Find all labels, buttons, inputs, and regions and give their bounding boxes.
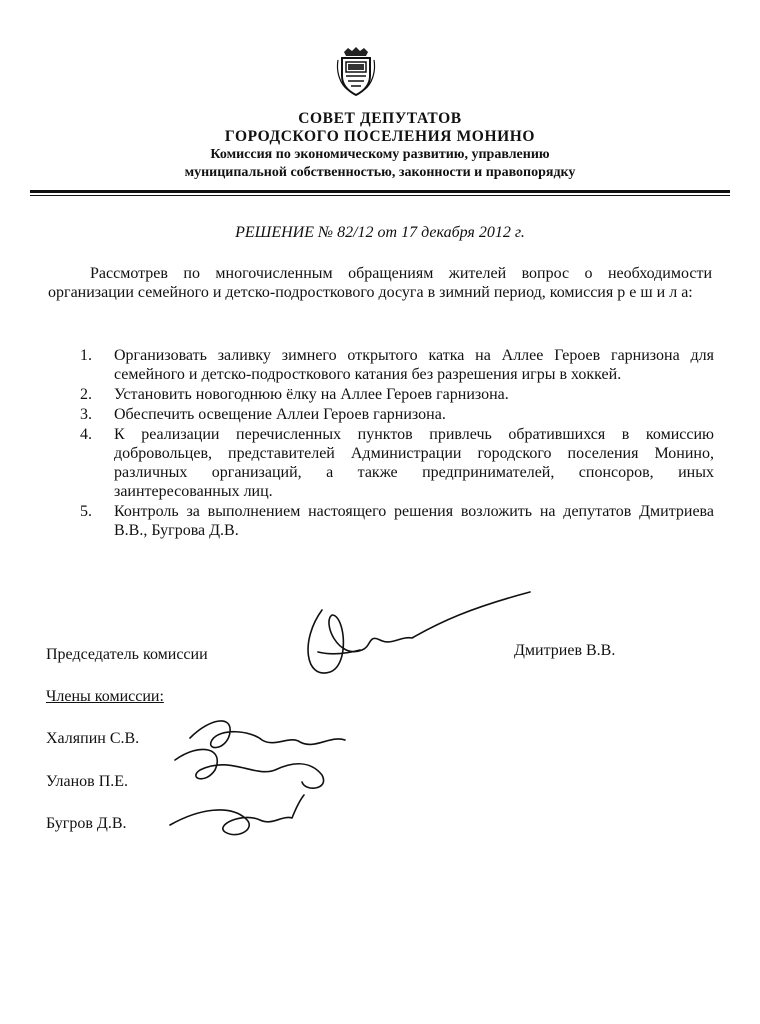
item-number: 5.	[80, 503, 92, 520]
member-name: Халяпин С.В.	[46, 730, 140, 747]
council-title: СОВЕТ ДЕПУТАТОВ	[298, 110, 462, 127]
members-label: Члены комиссии:	[46, 688, 164, 705]
member-name: Бугров Д.В.	[46, 815, 127, 832]
commission-title-line2: муниципальной собственностью, законности и правопорядку	[184, 165, 576, 180]
item-text: Установить новогоднюю ёлку на Аллее Героев гарнизона.	[114, 386, 509, 403]
chair-label: Председатель комиссии	[46, 646, 208, 663]
chair-signature	[318, 650, 360, 654]
settlement-title: ГОРОДСКОГО ПОСЕЛЕНИЯ МОНИНО	[224, 128, 536, 145]
item-text: Организовать заливку зимнего открытого катка на Аллее Героев гарнизона для семейного и детско-подросткового катания без разрешения игры в хоккей.	[114, 347, 714, 383]
member-signature	[190, 721, 345, 748]
item-number: 4.	[80, 426, 92, 443]
member-name: Уланов П.Е.	[46, 773, 129, 790]
chair-signature	[308, 592, 530, 673]
chair-name: Дмитриев В.В.	[514, 642, 616, 659]
item-text: К реализации перечисленных пунктов привлечь обратившихся в комиссию добровольцев, представителей Администрации городского поселения Монино, различных организаций, а также предпринимателей, спонсоров, иных заинтересованных лиц.	[114, 426, 714, 500]
commission-title-line1: Комиссия по экономическому развитию, управлению	[210, 147, 550, 162]
item-number: 2.	[80, 386, 92, 403]
intro-paragraph: Рассмотрев по многочисленным обращениям жителей вопрос о необходимости организации семейного и детско-подросткового досуга в зимний период, комиссия р е ш и л а:	[48, 265, 712, 301]
item-number: 3.	[80, 406, 92, 423]
item-text: Контроль за выполнением настоящего решения возложить на депутатов Дмитриева В.В., Бугрова Д.В.	[114, 503, 714, 539]
member-signature	[175, 749, 324, 788]
member-signature	[170, 795, 304, 835]
item-number: 1.	[80, 347, 92, 364]
decision-title: РЕШЕНИЕ № 82/12 от 17 декабря 2012 г.	[235, 224, 525, 241]
item-text: Обеспечить освещение Аллеи Героев гарнизона.	[114, 406, 446, 423]
